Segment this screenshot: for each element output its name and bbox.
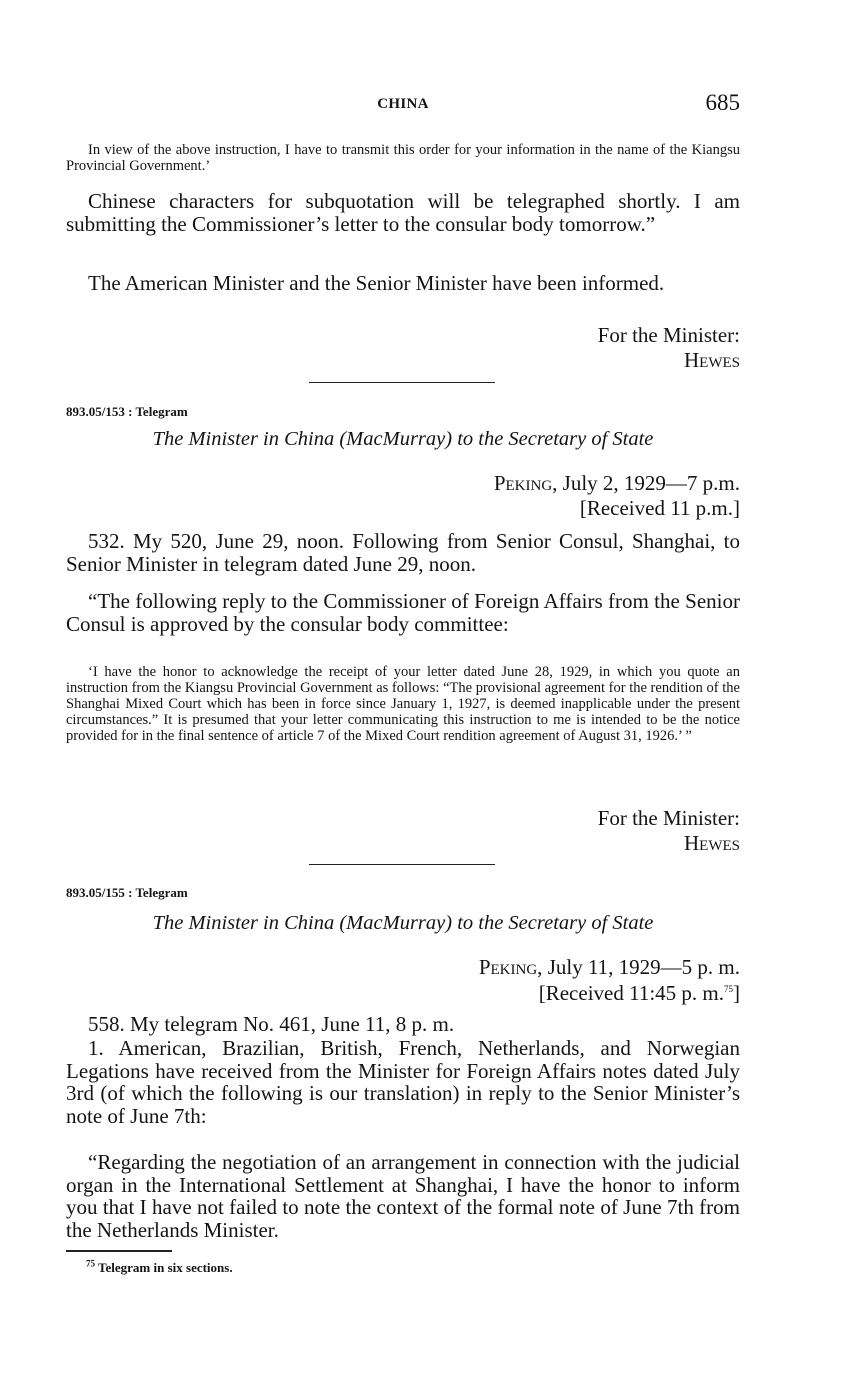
- document-title-2: The Minister in China (MacMurray) to the Secretary of State: [152, 912, 654, 934]
- footnote-text: Telegram in six sections.: [98, 1260, 233, 1275]
- page-number: 685: [705, 90, 740, 115]
- received-text-2: [Received 11:45 p. m.: [538, 981, 724, 1005]
- chinese-characters-paragraph: Chinese characters for subquotation will be telegraphed shortly. I am submitting the Commissioner’s letter to the consular body tomorrow.”: [66, 189, 740, 236]
- footnote-number: 75: [86, 1258, 95, 1269]
- dateline-1: [66, 472, 740, 495]
- telegram-532-paragraph: 532. My 520, June 29, noon. Following from Senior Consul, Shanghai, to Senior Minister in telegram dated June 29, noon.: [66, 529, 740, 576]
- signature-name-1: Hewes: [684, 348, 740, 372]
- dateline-place-1: Peking,: [493, 471, 558, 495]
- footnote-rule: [66, 1250, 172, 1252]
- page-header: [66, 90, 740, 120]
- received-note-2: [66, 982, 740, 1005]
- american-minister-paragraph: The American Minister and the Senior Minister have been informed.: [88, 271, 665, 295]
- intro-paragraph: In view of the above instruction, I have to transmit this order for your information in the name of the Kiangsu Provincial Government.’: [66, 142, 740, 174]
- footnote-ref-75: 75: [724, 984, 733, 994]
- file-id-1: 893.05/153 : Telegram: [66, 404, 188, 419]
- section-divider: [309, 382, 495, 383]
- signature-line-2: For the Minister:: [597, 806, 740, 830]
- quoted-letter: ‘I have the honor to acknowledge the receipt of your letter dated June 28, 1929, in which you quote an instruction from the Kiangsu Provincial Government as follows: “The provisional agreement for the rendition of the Shanghai Mixed Court which has been in force since January 1, 1927, is deemed inapplicable under the present circumstances.” It is presumed that your letter communicating this instruction to me is intended to be the notice provided for in the final sentence of article 7 of the Mixed Court rendition agreement of August 31, 1926.’ ”: [66, 664, 740, 744]
- received-note-1: [Received 11 p.m.]: [579, 496, 740, 520]
- received-close-2: ]: [733, 981, 740, 1005]
- dateline-place-2: Peking,: [478, 955, 543, 979]
- telegram-558-paragraph: 558. My telegram No. 461, June 11, 8 p. m.: [88, 1012, 455, 1036]
- file-id-2: 893.05/155 : Telegram: [66, 885, 188, 900]
- regarding-negotiation-paragraph: “Regarding the negotiation of an arrangement in connection with the judicial organ in the International Settlement at Shanghai, I have the honor to inform you that I have not failed to note the context of the formal note of June 7th from the Netherlands Minister.: [66, 1150, 740, 1242]
- legations-paragraph: 1. American, Brazilian, British, French, Netherlands, and Norwegian Legations have received from the Minister for Foreign Affairs notes dated July 3rd (of which the following is our translation) in reply to the Senior Minister’s note of June 7th:: [66, 1036, 740, 1128]
- signature-name-2: Hewes: [684, 831, 740, 855]
- running-title: CHINA: [377, 96, 429, 112]
- dateline-date-2: July 11, 1929—5 p. m.: [547, 955, 740, 979]
- dateline-date-1: July 2, 1929—7 p.m.: [562, 471, 740, 495]
- reply-approval-paragraph: “The following reply to the Commissioner of Foreign Affairs from the Senior Consul is approved by the consular body committee:: [66, 589, 740, 636]
- document-title-1: The Minister in China (MacMurray) to the Secretary of State: [152, 428, 654, 450]
- signature-line-1: For the Minister:: [597, 323, 740, 347]
- section-divider: [309, 864, 495, 865]
- dateline-2: [66, 956, 740, 979]
- footnote: [66, 1260, 760, 1276]
